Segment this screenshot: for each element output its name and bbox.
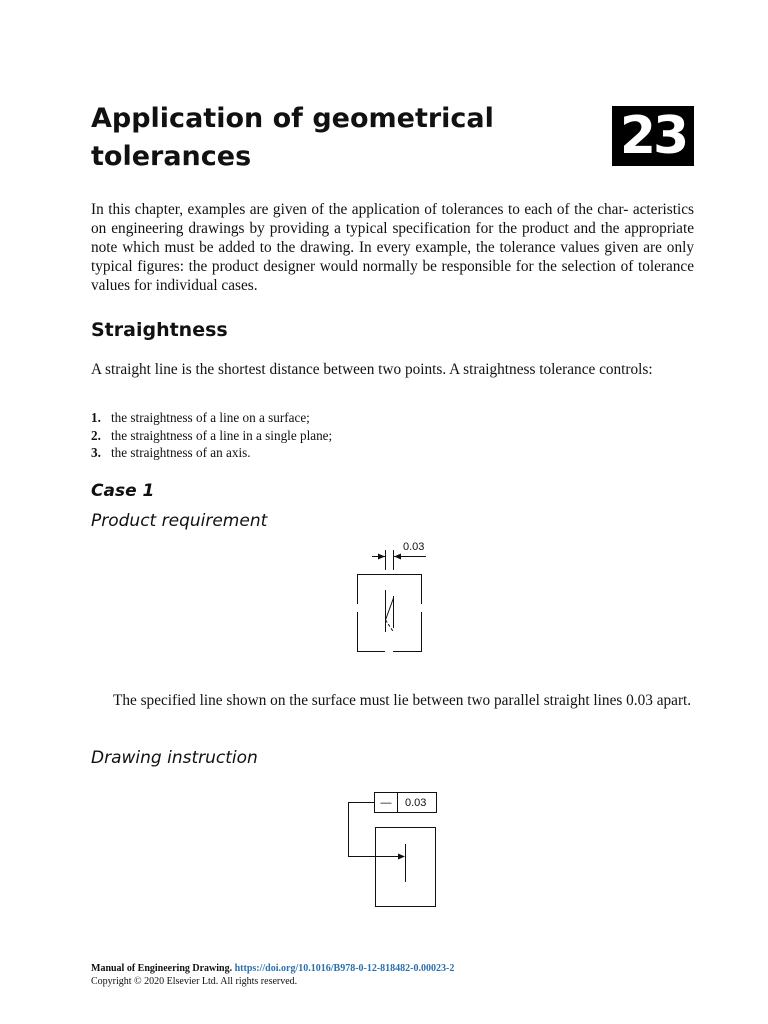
list-item xyxy=(91,444,694,462)
section-heading: Straightness xyxy=(91,319,228,341)
list-item-number: 2. xyxy=(91,427,101,443)
requirement-paragraph: The specified line shown on the surface must lie between two parallel straight lines 0.03 apart. xyxy=(113,692,692,709)
copyright-notice: Copyright © 2020 Elsevier Ltd. All rights reserved. xyxy=(91,976,298,987)
list-item-number: 1. xyxy=(91,410,101,425)
drawing-instruction-heading: Drawing instruction xyxy=(91,748,258,768)
list-item-text: the straightness of a line on a surface; xyxy=(111,410,310,425)
drawing-instruction-figure xyxy=(340,788,444,912)
section-paragraph: A straight line is the shortest distance between two points. A straightness tolerance controls: xyxy=(91,361,653,378)
page-footer xyxy=(91,962,454,988)
block-outline-top xyxy=(358,575,422,605)
frame-tolerance-value: 0.03 xyxy=(405,797,427,809)
list-item-number: 3. xyxy=(91,445,101,460)
case-heading: Case 1 xyxy=(91,481,155,501)
arrow-head-left xyxy=(378,554,385,560)
chapter-title-line2: tolerances xyxy=(91,141,252,172)
list-item-text: the straightness of an axis. xyxy=(111,445,251,460)
requirement-figure xyxy=(340,536,440,660)
leader-arrow-head xyxy=(398,854,405,860)
chapter-title xyxy=(91,100,551,176)
footer-citation xyxy=(91,962,454,975)
requirement-tolerance-label: 0.03 xyxy=(403,541,425,553)
straightness-symbol: — xyxy=(380,797,392,809)
chapter-number-badge: 23 xyxy=(612,106,694,166)
chapter-title-line1: Application of geometrical xyxy=(91,103,494,134)
book-title: Manual of Engineering Drawing. xyxy=(91,963,233,974)
list-item xyxy=(91,409,694,427)
arrow-head-right xyxy=(394,554,401,560)
intro-paragraph: In this chapter, examples are given of the application of tolerances to each of the char- acteristics on engineering drawings by providing a typical specification for the product and the appropriate note which must be added to the drawing. In every example, the tolerance values given are only typical figures: the product designer would normally be responsible for the selection of tolerance values for individual cases. xyxy=(91,201,694,294)
list-item-text: the straightness of a line in a single plane; xyxy=(111,427,333,443)
specified-line xyxy=(386,598,394,620)
product-requirement-heading: Product requirement xyxy=(91,511,268,531)
hidden-line xyxy=(386,620,394,632)
block-outline-bottom-left xyxy=(358,612,386,652)
straightness-list xyxy=(91,409,694,462)
doi-link[interactable]: https://doi.org/10.1016/B978-0-12-818482-0.00023-2 xyxy=(234,963,455,974)
list-item xyxy=(91,427,694,445)
block-outline-bottom-right xyxy=(393,612,422,652)
